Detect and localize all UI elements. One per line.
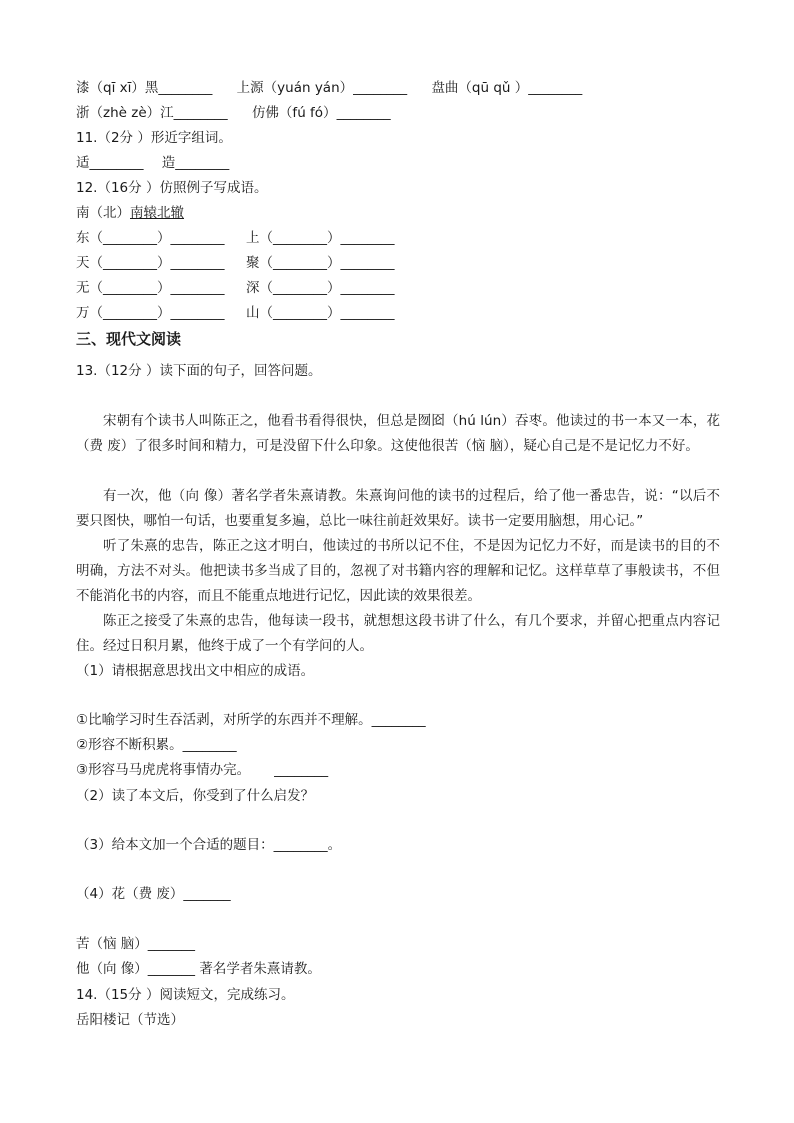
idiom-char: 深 bbox=[246, 280, 260, 296]
answer-blank[interactable]: ________ bbox=[89, 155, 144, 171]
passage-title: 岳阳楼记（节选） bbox=[76, 1012, 184, 1028]
phonetic-row-2 bbox=[76, 103, 391, 123]
phonetic-item: 盘曲（qū qǔ ） bbox=[431, 80, 529, 96]
sub-question-1: （1）请根据意思找出文中相应的成语。 bbox=[76, 663, 315, 679]
question-11-items bbox=[76, 153, 229, 173]
idiom-char: 山 bbox=[246, 305, 260, 321]
idiom-row bbox=[76, 303, 225, 323]
answer-blank[interactable]: （________） bbox=[89, 280, 171, 296]
sub-item: ②形容不断积累。________ bbox=[76, 737, 237, 753]
idiom-row bbox=[76, 253, 225, 273]
example-answer: 南辕北辙 bbox=[130, 205, 184, 221]
phonetic-item: 仿佛（fú fó） bbox=[251, 105, 337, 121]
question-12-example bbox=[76, 203, 184, 223]
phonetic-item: 浙（zhè zè）江 bbox=[76, 105, 174, 121]
idiom-row bbox=[76, 228, 225, 248]
idiom-char: 无 bbox=[76, 280, 90, 296]
answer-blank[interactable]: ________ bbox=[274, 762, 329, 778]
idiom-char: 东 bbox=[76, 230, 90, 246]
phonetic-row-1 bbox=[76, 78, 582, 98]
idiom-row bbox=[246, 303, 395, 323]
answer-blank[interactable]: （________） bbox=[89, 255, 171, 271]
reading-paragraph: 有一次，他（向 像）著名学者朱熹请教。朱熹询问他的读书的过程后，给了他一番忠告，说：“以后不要只图快，哪怕一句话，也要重复多遍，总比一味往前赶效果好。读书一定要用脑想，用心记。” bbox=[76, 488, 720, 529]
question-14-title: 14.（15分 ）阅读短文，完成练习。 bbox=[76, 987, 295, 1003]
answer-blank[interactable]: （________） bbox=[259, 280, 341, 296]
answer-blank[interactable]: （________） bbox=[259, 305, 341, 321]
idiom-row bbox=[246, 228, 395, 248]
answer-blank[interactable]: ________ bbox=[158, 80, 213, 96]
answer-blank[interactable]: ________ bbox=[170, 230, 225, 246]
answer-blank[interactable]: （________） bbox=[259, 255, 341, 271]
answer-blank[interactable]: ________ bbox=[170, 280, 225, 296]
idiom-row bbox=[246, 278, 395, 298]
sub-question-3: （3）给本文加一个合适的题目：________。 bbox=[76, 837, 342, 853]
question-12-title: 12.（16分 ）仿照例子写成语。 bbox=[76, 180, 268, 196]
idiom-char: 聚 bbox=[246, 255, 260, 271]
idiom-char: 万 bbox=[76, 305, 90, 321]
answer-blank[interactable]: ________ bbox=[336, 105, 391, 121]
sub-item bbox=[76, 760, 328, 780]
phonetic-item: 漆（qī xī）黑 bbox=[76, 80, 159, 96]
reading-paragraph: 陈正之接受了朱熹的忠告，他每读一段书，就想想这段书讲了什么，有几个要求，并留心把重点内容记住。经过日积月累，他终于成了一个有学问的人。 bbox=[76, 613, 720, 654]
idiom-row bbox=[246, 253, 395, 273]
answer-blank[interactable]: ________ bbox=[173, 105, 228, 121]
sub-question-2: （2）读了本文后，你受到了什么启发？ bbox=[76, 788, 315, 804]
answer-blank[interactable]: ________ bbox=[340, 255, 395, 271]
answer-blank[interactable]: ________ bbox=[170, 255, 225, 271]
reading-paragraph: 听了朱熹的忠告，陈正之这才明白，他读过的书所以记不住，不是因为记忆力不好，而是读书的目的不明确，方法不对头。他把读书多当成了目的，忽视了对书籍内容的理解和记忆。这样草草了事般读书，不但不能消化书的内容，而且不能重点地进行记忆，因此读的效果很差。 bbox=[76, 538, 720, 604]
sub-question-4b: 苦（恼 脑）_______ bbox=[76, 936, 196, 952]
answer-blank[interactable]: （________） bbox=[89, 305, 171, 321]
answer-blank[interactable]: ________ bbox=[353, 80, 408, 96]
example-prefix: 南（北） bbox=[76, 205, 130, 221]
answer-blank[interactable]: （________） bbox=[89, 230, 171, 246]
sub-question-4c: 他（向 像）_______ 著名学者朱熹请教。 bbox=[76, 961, 321, 977]
sub-item-text: ③形容马马虎虎将事情办完。 bbox=[76, 762, 251, 778]
answer-blank[interactable]: ________ bbox=[175, 155, 230, 171]
phonetic-item: 上源（yuán yán） bbox=[236, 80, 354, 96]
answer-blank[interactable]: ________ bbox=[340, 305, 395, 321]
char-item: 造 bbox=[161, 155, 176, 171]
idiom-char: 天 bbox=[76, 255, 90, 271]
answer-blank[interactable]: ________ bbox=[340, 280, 395, 296]
answer-blank[interactable]: ________ bbox=[340, 230, 395, 246]
answer-blank[interactable]: ________ bbox=[528, 80, 583, 96]
idiom-char: 上 bbox=[246, 230, 260, 246]
answer-blank[interactable]: ________ bbox=[170, 305, 225, 321]
answer-blank[interactable]: （________） bbox=[259, 230, 341, 246]
sub-item: ①比喻学习时生吞活剥，对所学的东西并不理解。________ bbox=[76, 712, 426, 728]
reading-paragraph: 宋朝有个读书人叫陈正之，他看书看得很快，但总是囫囵（hú lún）吞枣。他读过的书一本又一本，花（费 废）了很多时间和精力，可是没留下什么印象。这使他很苦（恼 脑），疑心自己是不是记忆力不好。 bbox=[76, 413, 720, 454]
idiom-row bbox=[76, 278, 225, 298]
char-item: 适 bbox=[76, 155, 90, 171]
section-heading: 三、现代文阅读 bbox=[76, 330, 182, 348]
question-13-title: 13.（12分 ）读下面的句子，回答问题。 bbox=[76, 363, 322, 379]
question-11-title: 11.（2分 ）形近字组词。 bbox=[76, 130, 232, 146]
sub-question-4: （4）花（费 废）_______ bbox=[76, 886, 231, 902]
